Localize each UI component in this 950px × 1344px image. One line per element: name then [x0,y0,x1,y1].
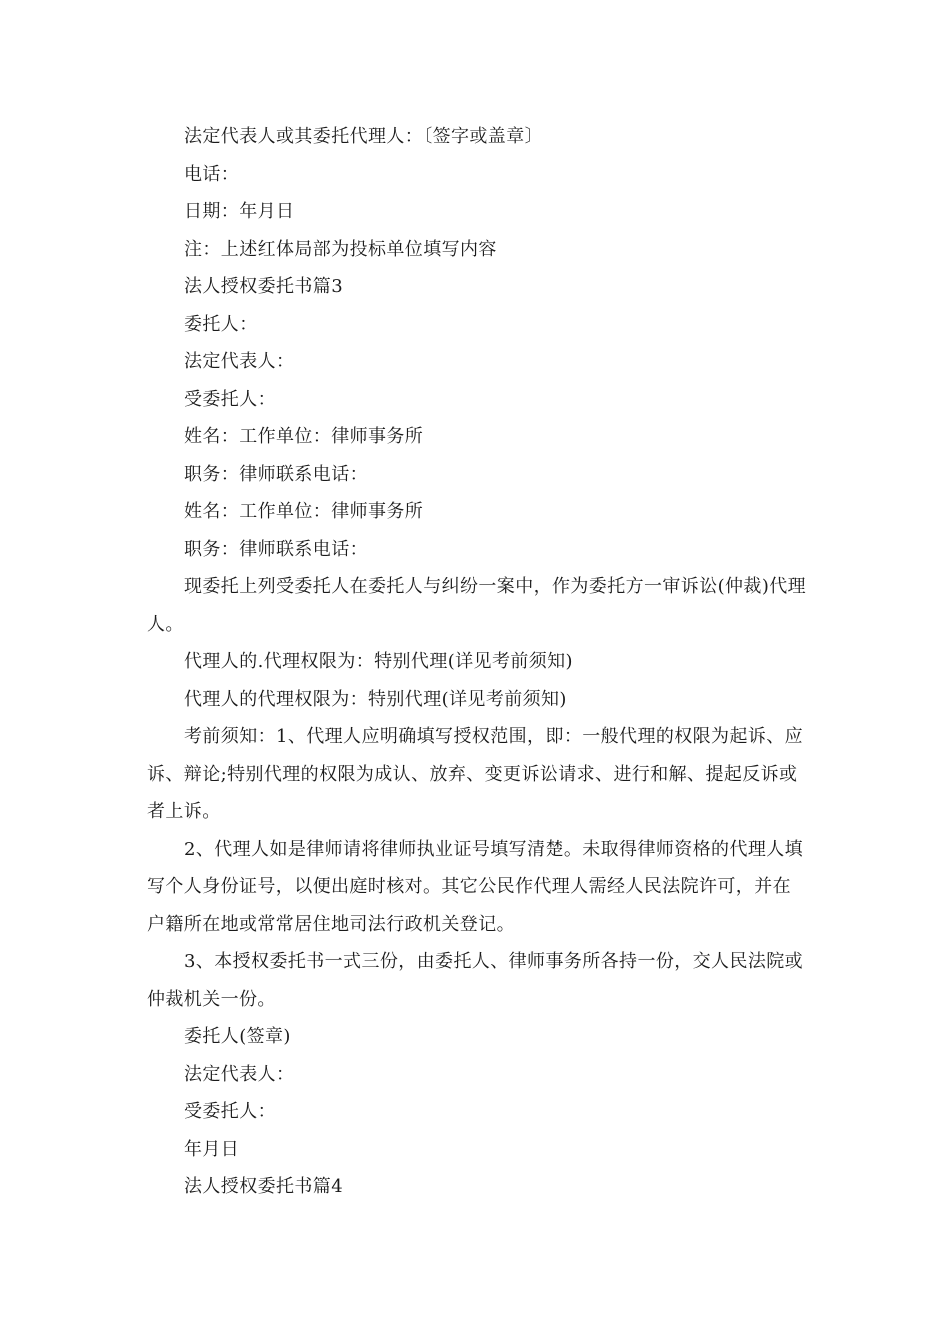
notes-item-2: 2、代理人如是律师请将律师执业证号填写清楚。未取得律师资格的代理人填写个人身份证号，以便出庭时核对。其它公民作代理人需经人民法院许可，并在户籍所在地或常常居住地司法行政机关登记。 [147,838,804,935]
agent-title-line-1: 职务：律师联系电话： [184,463,368,485]
notes-item-3: 3、本授权委托书一式三份，由委托人、律师事务所各持一份，交人民法院或仲裁机关一份。 [147,951,804,1010]
phone-line: 电话： [184,163,240,185]
legal-rep-sign-line: 法定代表人： [184,1063,295,1085]
agent-name-line-1: 姓名：工作单位：律师事务所 [184,426,424,447]
agent-line: 受委托人： [184,388,276,410]
agent-name-line-2: 姓名：工作单位：律师事务所 [184,501,424,522]
legal-rep-line: 法定代表人： [184,351,295,372]
date-line: 日期：年月日 [184,201,295,222]
agent-title-line-2: 职务：律师联系电话： [184,538,368,560]
section-heading-4: 法人授权委托书篇4 [184,1176,344,1197]
signature-line: 法定代表人或其委托代理人：〔签字或盖章〕 [184,126,543,147]
principal-seal-line: 委托人(签章) [184,1026,291,1047]
authority-line-1: 代理人的.代理权限为：特别代理(详见考前须知) [184,651,573,672]
agent-sign-line: 受委托人： [184,1101,276,1122]
note-line: 注：上述红体局部为投标单位填写内容 [184,238,497,260]
document-body [147,118,807,1206]
section-heading-3: 法人授权委托书篇3 [184,276,344,297]
entrust-paragraph: 现委托上列受委托人在委托人与纠纷一案中，作为委托方一审诉讼(仲裁)代理人。 [147,576,807,635]
notes-item-1: 考前须知：1、代理人应明确填写授权范围，即：一般代理的权限为起诉、应诉、辩论;特别代理的权限为成认、放弃、变更诉讼请求、进行和解、提起反诉或者上诉。 [147,726,804,822]
authority-line-2: 代理人的代理权限为：特别代理(详见考前须知) [184,688,567,710]
principal-line: 委托人： [184,313,258,335]
closing-date-line: 年月日 [184,1138,240,1160]
